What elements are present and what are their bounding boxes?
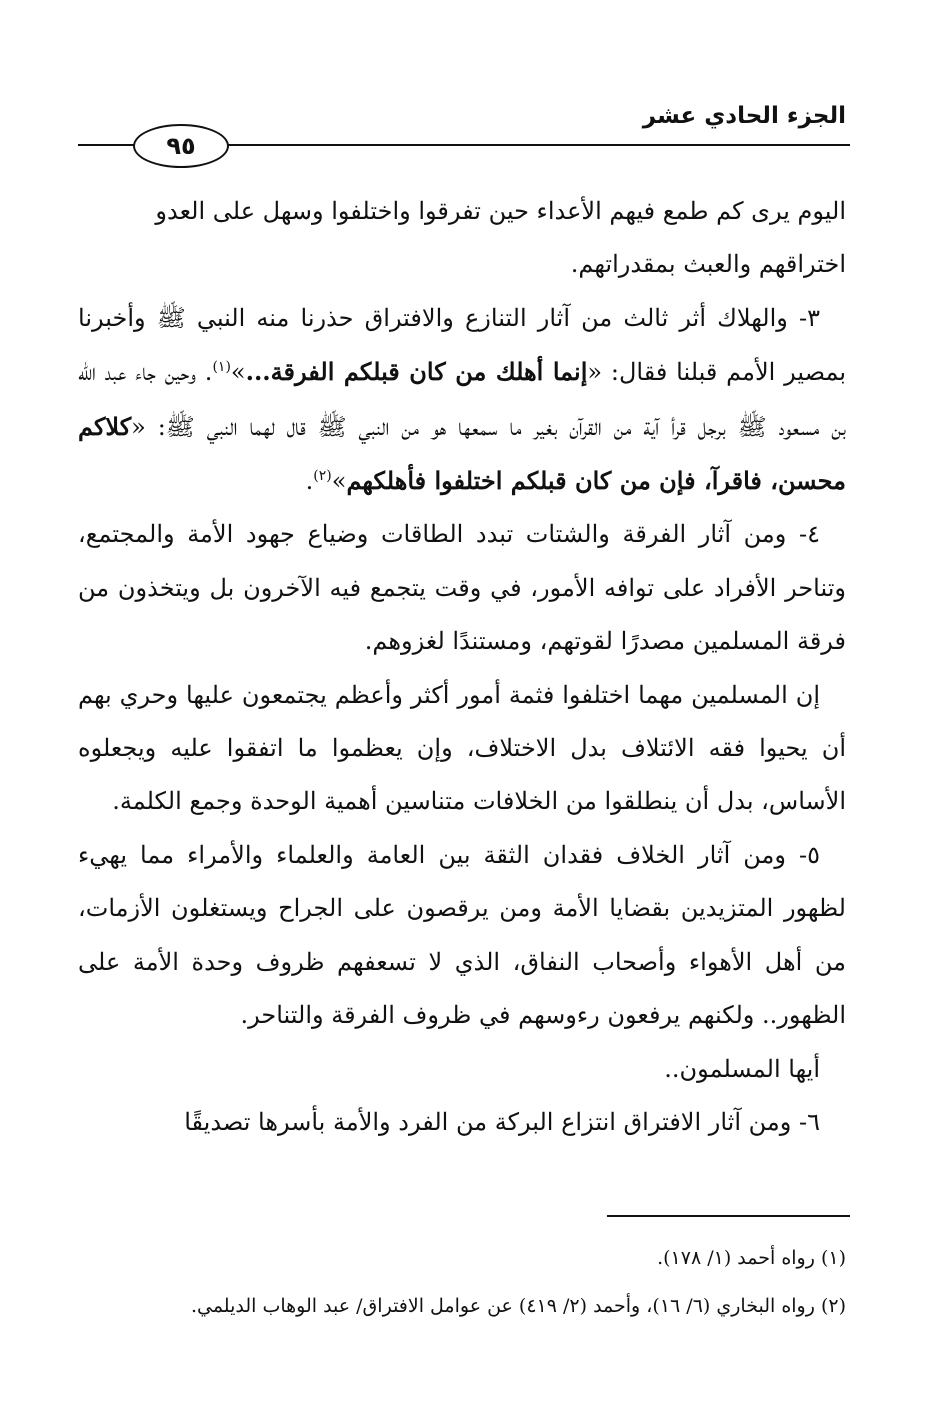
footnote-rule xyxy=(607,1215,850,1217)
footnote-ref-2: (٢) xyxy=(313,468,332,485)
paragraph-1-line-1: اليوم يرى كم طمع فيهم الأعداء حين تفرقوا واختلفوا وسهل على العدو xyxy=(155,197,846,225)
paragraph-4: إن المسلمين مهما اختلفوا فثمة أمور أكثر وأعظم يجتمعون عليها وحري بهم أن يحيوا فقه الائتلاف بدل الاختلاف، وإن يعظموا ما اتفقوا عليه ويجعلوه الأساس، بدل أن ينطلقوا من الخلافات متناسين أهمية الوحدة وجمع الكلمة. xyxy=(78,680,846,816)
paragraph-2-intro: ٣- والهلاك أثر ثالث من آثار التنازع والافتراق حذرنا منه النبي ﷺ وأخبرنا بمصير الأمم قبلنا فقال: « xyxy=(78,303,846,387)
body-text xyxy=(78,185,846,1149)
paragraph-7: ٦- ومن آثار الافتراق انتزاع البركة من الفرد والأمة بأسرها تصديقًا xyxy=(184,1107,820,1136)
running-title: الجزء الحادي عشر xyxy=(642,103,846,129)
page-number: ٩٥ xyxy=(133,124,229,168)
quote-close-1: » xyxy=(230,358,246,387)
hadith-quote-1: إنما أهلك من كان قبلكم الفرقة... xyxy=(245,357,588,387)
paragraph-2 xyxy=(78,292,846,509)
paragraph-5: ٥- ومن آثار الخلاف فقدان الثقة بين العامة والعلماء والأمراء مما يهيء لظهور المتزيدين بقضايا الأمة ومن يرقصون على الجراح ويستغلون الأزمات، من أهل الأهواء وأصحاب النفاق، الذي لا تسعفهم ظروف وحدة الأمة على الظهور.. ولكنهم يرفعون رءوسهم في ظروف الفرقة والتناحر. xyxy=(78,840,846,1030)
paragraph-3: ٤- ومن آثار الفرقة والشتات تبدد الطاقات وضياع جهود الأمة والمجتمع، وتناحر الأفراد على توافه الأمور، في وقت يتجمع فيه الآخرون بل ويتخذون من فرقة المسلمين مصدرًا لقوتهم، ومستندًا لغزوهم. xyxy=(78,520,846,656)
footnote-1: (١) رواه أحمد (١/ ١٧٨). xyxy=(657,1247,846,1269)
paragraph-2-middle: . وحين جاء عبد الله بن مسعود ﷺ برجل قرأ آية من القرآن بغير ما سمعها هو من النبي ﷺ قال لهما النبي ﷺ: « xyxy=(78,358,846,441)
footnotes xyxy=(78,1234,846,1330)
paragraph-1-line-2: اختراقهم والعبث بمقدراتهم. xyxy=(570,250,846,279)
hadith-quote-2: كلاكم محسن، فاقرآ، فإن من كان قبلكم اختلفوا فأهلكهم xyxy=(78,411,846,496)
paragraph-2-end: . xyxy=(305,467,314,496)
quote-close-2: » xyxy=(331,467,347,496)
footnote-ref-1: (١) xyxy=(212,359,231,376)
paragraph-6: أيها المسلمون.. xyxy=(664,1054,820,1083)
footnote-2: (٢) رواه البخاري (٦/ ١٦)، وأحمد (٢/ ٤١٩) عن عوامل الافتراق/ عبد الوهاب الديلمي. xyxy=(190,1295,846,1317)
